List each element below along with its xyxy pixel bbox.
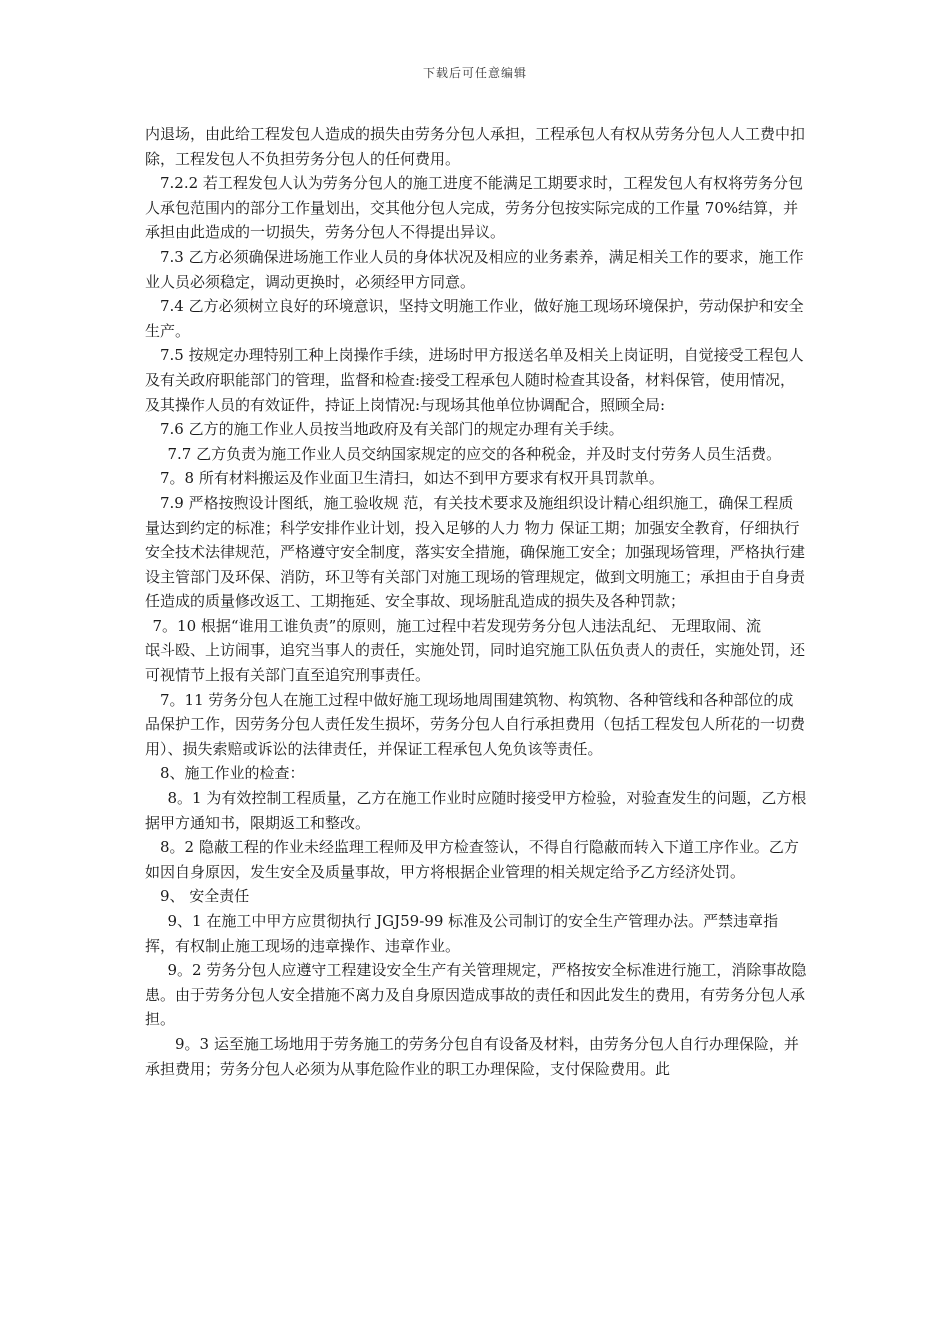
paragraph: 7。8 所有材料搬运及作业面卫生清扫，如达不到甲方要求有权开具罚款单。 <box>160 469 664 488</box>
paragraph: 7.4 乙方必须树立良好的环境意识，坚持文明施工作业，做好施工现场环境保护，劳动保护和安全生产。 <box>145 297 804 340</box>
paragraph: 7.9 严格按煦设计图纸，施工验收规 范，有关技术要求及施组织设计精心组织施工，确保工程质量达到约定的标准；科学安排作业计划，投入足够的人力 物力 保证工期；加强安全教育，仔细执行安全技术法律规范，严格遵守安全制度，落实安全措施，确保施工安全；加强现场管理，严格执行建设主管部门及环保、消防，环卫等有关部门对施工现场的管理规定，做到文明施工；承担由于自身责任造成的质量修改返工、工期拖延、安全事故、现场脏乱造成的损失及各种罚款； <box>145 493 806 611</box>
paragraph: 氓斗殴、上访闹事，追究当事人的责任，实施处罚，同时追究施工队伍负责人的责任，实施处罚，还可视情节上报有关部门直至追究刑事责任。 <box>145 641 806 685</box>
paragraph: 7.7 乙方负责为施工作业人员交纳国家规定的应交的各种税金，并及时支付劳务人员生活费。 <box>167 444 782 463</box>
paragraph: 7.2.2 若工程发包人认为劳务分包人的施工进度不能满足工期要求时，工程发包人有权将劳务分包人承包范围内的部分工作量划出，交其他分包人完成，劳务分包按实际完成的工作量 70%结算，并承担由此造成的一切损失，劳务分包人不得提出异议。 <box>145 174 803 242</box>
paragraph: 7。10 根据“谁用工谁负责”的原则，施工过程中若发现劳务分包人违法乱纪、 无理取闹、流 <box>152 616 762 635</box>
page-header: 下载后可任意编辑 <box>422 66 527 80</box>
section-heading: 9、 安全责任 <box>160 887 250 906</box>
paragraph: 8。2 隐蔽工程的作业未经监理工程师及甲方检查签认，不得自行隐蔽而转入下道工序作业。乙方如因自身原因，发生安全及质量事故，甲方将根据企业管理的相关规定给予乙方经济处罚。 <box>145 838 799 881</box>
paragraph: 7.3 乙方必须确保进场施工作业人员的身体状况及相应的业务素养，满足相关工作的要求，施工作业人员必须稳定，调动更换时，必须经甲方同意。 <box>145 247 804 291</box>
paragraph: 内退场，由此给工程发包人造成的损失由劳务分包人承担，工程承包人有权从劳务分包人人工费中扣除，工程发包人不负担劳务分包人的任何费用。 <box>145 125 806 168</box>
paragraph: 9、1 在施工中甲方应贯彻执行 JGJ59-99 标准及公司制订的安全生产管理办法。严禁违章指挥，有权制止施工现场的违章操作、违章作业。 <box>145 912 779 955</box>
paragraph: 7。11 劳务分包人在施工过程中做好施工现场地周围建筑物、构筑物、各种管线和各种部位的成品保护工作，因劳务分包人责任发生损坏，劳务分包人自行承担费用（包括工程发包人所花的一切费用）、损失索赔或诉讼的法律责任，并保证工程承包人免负该等责任。 <box>145 690 806 758</box>
paragraph: 9。3 运至施工场地用于劳务施工的劳务分包自有设备及材料，由劳务分包人自行办理保险，并承担费用；劳务分包人必须为从事危险作业的职工办理保险，支付保险费用。此 <box>145 1034 799 1078</box>
paragraph: 7.6 乙方的施工作业人员按当地政府及有关部门的规定办理有关手续。 <box>160 420 624 439</box>
section-heading: 8、施工作业的检查： <box>160 764 305 783</box>
document-body <box>145 122 807 1081</box>
paragraph: 8。1 为有效控制工程质量，乙方在施工作业时应随时接受甲方检验，对验查发生的问题，乙方根据甲方通知书，限期返工和整改。 <box>145 789 807 832</box>
paragraph: 7.5 按规定办理特别工种上岗操作手续，进场时甲方报送名单及相关上岗证明，自觉接受工程包人及有关政府职能部门的管理，监督和检查:接受工程承包人随时检查其设备，材料保管，使用情况，及其操作人员的有效证件，持证上岗情况:与现场其他单位协调配合，照顾全局: <box>145 346 804 414</box>
paragraph: 9。2 劳务分包人应遵守工程建设安全生产有关管理规定，严格按安全标准进行施工，消除事故隐患。由于劳务分包人安全措施不离力及自身原因造成事故的责任和因此发生的费用，有劳务分包人承担。 <box>145 961 807 1029</box>
